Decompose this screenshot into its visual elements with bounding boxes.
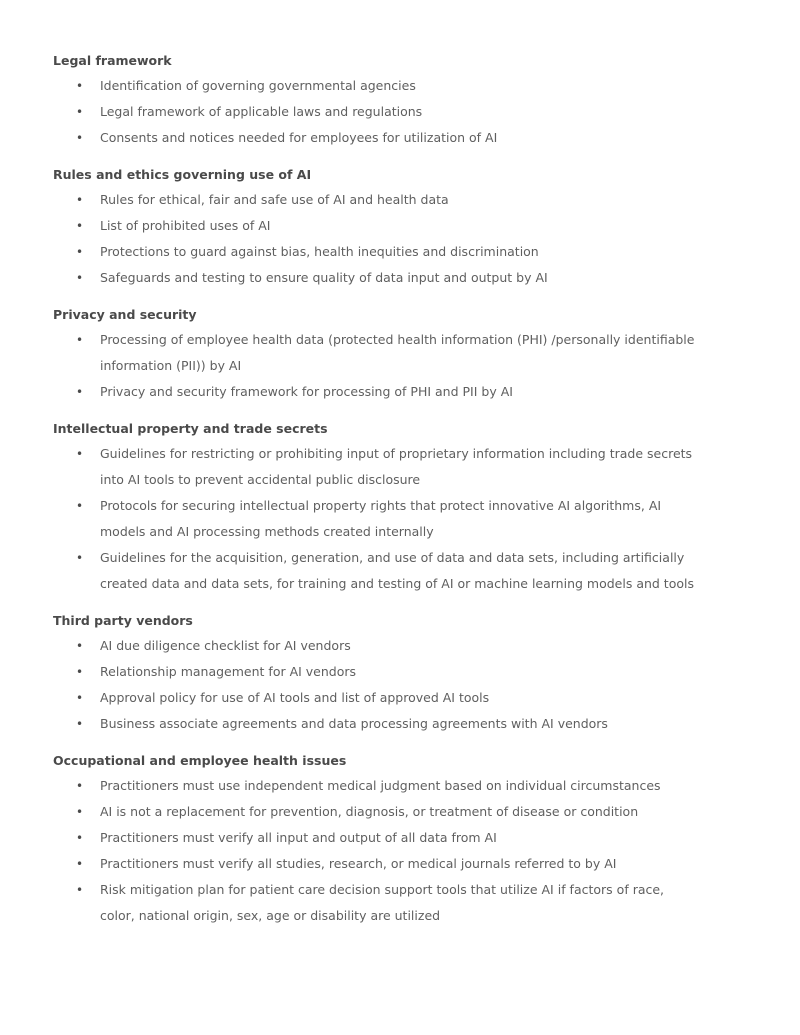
section-title: Third party vendors [53, 613, 193, 628]
bullet-icon: • [76, 639, 84, 653]
bullet-icon: • [76, 551, 84, 565]
bullet-icon: • [76, 805, 84, 819]
section-occupational-health [53, 752, 747, 929]
list-item: • Practitioners must use independent medical judgment based on individual circumstances [53, 773, 696, 799]
list-item: • Privacy and security framework for processing of PHI and PII by AI [53, 379, 696, 405]
bullet-list [53, 187, 747, 291]
bullet-icon: • [76, 499, 84, 513]
bullet-icon: • [76, 883, 84, 897]
bullet-icon: • [76, 131, 84, 145]
bullet-icon: • [76, 691, 84, 705]
bullet-icon: • [76, 857, 84, 871]
bullet-icon: • [76, 447, 84, 461]
bullet-icon: • [76, 831, 84, 845]
list-item: • Protocols for securing intellectual property rights that protect innovative AI algorithms, AI models and AI processing methods created internally [53, 493, 696, 545]
list-item: • List of prohibited uses of AI [53, 213, 696, 239]
section-title: Occupational and employee health issues [53, 753, 347, 768]
bullet-icon: • [76, 193, 84, 207]
list-item: • Consents and notices needed for employees for utilization of AI [53, 125, 696, 151]
bullet-icon: • [76, 665, 84, 679]
bullet-icon: • [76, 717, 84, 731]
list-item: • Business associate agreements and data processing agreements with AI vendors [53, 711, 696, 737]
bullet-list [53, 73, 747, 151]
section-privacy-and-security [53, 306, 747, 405]
bullet-icon: • [76, 105, 84, 119]
section-title: Intellectual property and trade secrets [53, 421, 328, 436]
section-title: Rules and ethics governing use of AI [53, 167, 312, 182]
section-intellectual-property [53, 420, 747, 597]
list-item: • Protections to guard against bias, health inequities and discrimination [53, 239, 696, 265]
list-item: • Guidelines for the acquisition, generation, and use of data and data sets, including artificially created data and data sets, for training and testing of AI or machine learning models and tools [53, 545, 696, 597]
bullet-icon: • [76, 385, 84, 399]
list-item: • Identification of governing governmental agencies [53, 73, 696, 99]
bullet-icon: • [76, 271, 84, 285]
list-item: • Approval policy for use of AI tools and list of approved AI tools [53, 685, 696, 711]
list-item: • Guidelines for restricting or prohibiting input of proprietary information including trade secrets into AI tools to prevent accidental public disclosure [53, 441, 696, 493]
section-third-party-vendors [53, 612, 747, 737]
bullet-list [53, 773, 747, 929]
bullet-list [53, 633, 747, 737]
bullet-icon: • [76, 219, 84, 233]
bullet-list [53, 327, 747, 405]
bullet-icon: • [76, 79, 84, 93]
list-item: • AI is not a replacement for prevention, diagnosis, or treatment of disease or condition [53, 799, 696, 825]
list-item: • Practitioners must verify all input and output of all data from AI [53, 825, 696, 851]
list-item: • Relationship management for AI vendors [53, 659, 696, 685]
list-item: • AI due diligence checklist for AI vendors [53, 633, 696, 659]
section-title: Privacy and security [53, 307, 197, 322]
list-item: • Rules for ethical, fair and safe use of AI and health data [53, 187, 696, 213]
list-item: • Safeguards and testing to ensure quality of data input and output by AI [53, 265, 696, 291]
list-item: • Risk mitigation plan for patient care decision support tools that utilize AI if factors of race, color, national origin, sex, age or disability are utilized [53, 877, 696, 929]
section-legal-framework [53, 52, 747, 151]
list-item: • Practitioners must verify all studies, research, or medical journals referred to by AI [53, 851, 696, 877]
bullet-icon: • [76, 333, 84, 347]
list-item: • Legal framework of applicable laws and regulations [53, 99, 696, 125]
section-title: Legal framework [53, 53, 172, 68]
bullet-icon: • [76, 779, 84, 793]
list-item: • Processing of employee health data (protected health information (PHI) /personally identifiable information (PII)) by AI [53, 327, 696, 379]
section-rules-and-ethics [53, 166, 747, 291]
bullet-icon: • [76, 245, 84, 259]
bullet-list [53, 441, 747, 597]
